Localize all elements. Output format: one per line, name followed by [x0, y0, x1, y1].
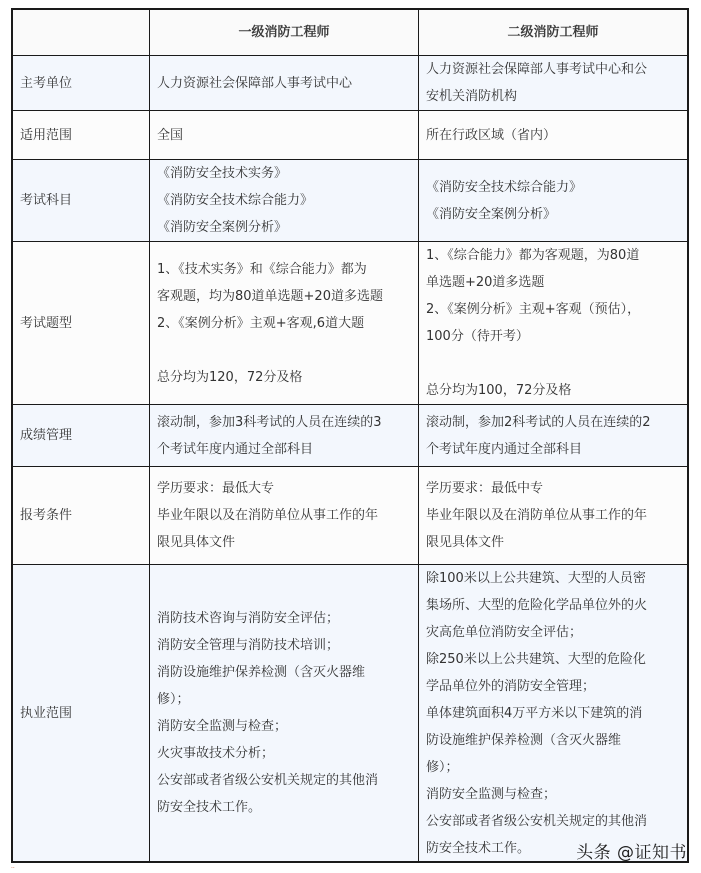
level-2-cell: 除100米以上公共建筑、大型的人员密 集场所、大型的危险化学品单位外的火 灾高危单位消防安全评估； 除250米以上公共建筑、大型的危险化 学品单位外的消防安全管理； 单体建筑面积4万平方米以下建筑的消 防设施维护保养检测（含灭火器维 修）； 消防安全监测与检查； 公安部或者省级公安机关规定的其他消 防安全技术工作。: [419, 565, 687, 861]
row-label-cell: [13, 160, 150, 242]
header-cell-empty: [13, 10, 150, 56]
level-2-cell: 《消防安全技术综合能力》 《消防安全案例分析》: [419, 160, 687, 242]
row-label: 适用范围: [20, 127, 73, 143]
level-2-cell: 滚动制，参加2科考试的人员在连续的2 个考试年度内通过全部科目: [419, 405, 687, 467]
header-level-2-label: 二级消防工程师: [507, 25, 599, 40]
row-label: 主考单位: [20, 75, 73, 91]
level-1-cell: 全国: [150, 111, 419, 160]
level-2-cell: 1、《综合能力》都为客观题，为80道 单选题+20道多选题 2、《案例分析》主观+客观（预估）， 100分（待开考） 总分均为100，72分及格: [419, 242, 687, 405]
comparison-table: [11, 8, 689, 863]
watermark: 头条 @证知书: [576, 843, 687, 863]
row-label-cell: [13, 405, 150, 467]
level-1-cell: 滚动制，参加3科考试的人员在连续的3 个考试年度内通过全部科目: [150, 405, 419, 467]
row-label-cell: [13, 111, 150, 160]
header-cell-level-1: [150, 10, 419, 56]
row-label: 成绩管理: [20, 428, 73, 443]
header-cell-level-2: [419, 10, 687, 56]
row-label: 执业范围: [20, 705, 73, 721]
row-label: 考试科目: [20, 193, 73, 208]
level-1-cell: 消防技术咨询与消防安全评估； 消防安全管理与消防技术培训； 消防设施维护保养检测（含灭火器维 修）； 消防安全监测与检查； 火灾事故技术分析； 公安部或者省级公安机关规定的其他消 防安全技术工作。: [150, 565, 419, 861]
row-label-cell: [13, 242, 150, 405]
level-1-cell: 1、《技术实务》和《综合能力》都为 客观题，均为80道单选题+20道多选题 2、《案例分析》主观+客观,6道大题 总分均为120，72分及格: [150, 242, 419, 405]
row-label-cell: [13, 467, 150, 565]
row-label-cell: [13, 565, 150, 861]
level-1-cell: 人力资源社会保障部人事考试中心: [150, 56, 419, 111]
level-2-cell: 所在行政区域（省内）: [419, 111, 687, 160]
level-2-cell: 学历要求：最低中专 毕业年限以及在消防单位从事工作的年 限见具体文件: [419, 467, 687, 565]
header-level-1-label: 一级消防工程师: [238, 25, 330, 40]
level-1-cell: 学历要求：最低大专 毕业年限以及在消防单位从事工作的年 限见具体文件: [150, 467, 419, 565]
row-label-cell: [13, 56, 150, 111]
row-label: 报考条件: [20, 508, 73, 523]
level-1-cell: 《消防安全技术实务》 《消防安全技术综合能力》 《消防安全案例分析》: [150, 160, 419, 242]
row-label: 考试题型: [20, 315, 73, 331]
level-2-cell: 人力资源社会保障部人事考试中心和公 安机关消防机构: [419, 56, 687, 111]
decorative-dots: ··: [11, 865, 15, 872]
